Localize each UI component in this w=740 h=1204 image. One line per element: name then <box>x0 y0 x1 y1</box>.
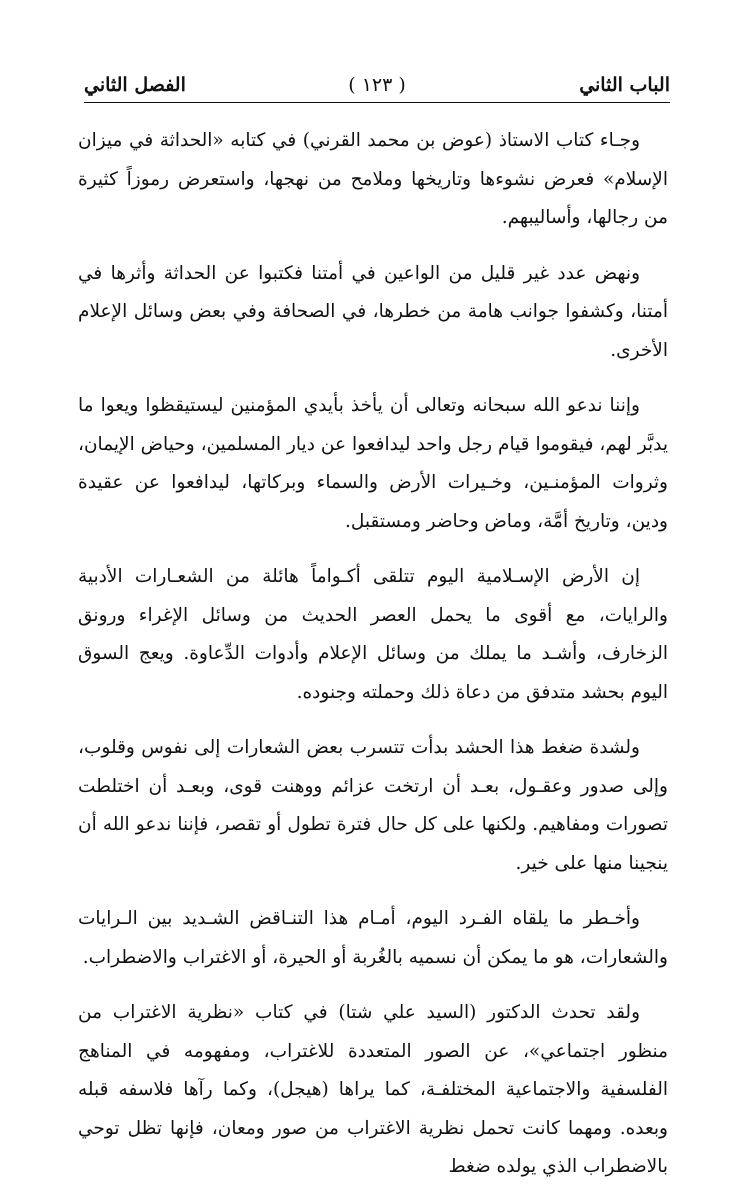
paragraph-4: إن الأرض الإسـلامية اليوم تتلقى أكـواماً هائلة من الشعـارات الأدبية والرايات، مع أقوى ما يحمل العصر الحديث من وسائل الإغراء ورونق الزخارف، وأشـد ما يملك من وسائل الإعلام وأدوات الدِّعاوة. ويعج السوق اليوم بحشد متدفق من دعاة ذلك وحملته وجنوده. <box>78 566 668 703</box>
paragraph-5: ولشدة ضغط هذا الحشد بدأت تتسرب بعض الشعارات إلى نفوس وقلوب، وإلى صدور وعقـول، بعـد أن ارتخت عزائم ووهنت قوى، وبعـد أن اختلطت تصورات ومفاهيم. ولكنها على كل حال فترة تطول أو تقصر، فإننا ندعو الله أن ينجينا منها على خير. <box>78 737 668 874</box>
section-title: الباب الثاني <box>579 74 670 96</box>
paragraph-2: ونهض عدد غير قليل من الواعين في أمتنا فكتبوا عن الحداثة وأثرها في أمتنا، وكشفوا جوانب هامة من خطرها، في الصحافة وفي بعض وسائل الإعلام الأخرى. <box>78 262 668 361</box>
header-rule <box>84 102 670 103</box>
paragraph-3: وإننا ندعو الله سبحانه وتعالى أن يأخذ بأيدي المؤمنين ليستيقظوا ويعوا ما يدبَّر لهم، فيقوموا قيام رجل واحد ليدافعوا عن ديار المسلمين، وحياض الإيمان، وثروات المؤمنـين، وخـيرات الأرض والسماء وبركاتها، ليدافعوا عن عقيدة ودين، وتاريخ أمَّة، وماض وحاضر ومستقبل. <box>78 395 668 532</box>
page-number: ( ١٢٣ ) <box>348 74 406 96</box>
paragraph-7: ولقد تحدث الدكتور (السيد علي شتا) في كتاب «نظرية الاغتراب من منظور اجتماعي»، عن الصور المتعددة للاغتراب، ومفهومه في المناهج الفلسفية والاجتماعية المختلفـة، كما يراها (هيجل)، وكما رآها فلاسفه قبله وبعده. ومهما كانت تحمل نظرية الاغتراب من صور ومعان، فإنها تظل توحي بالاضطراب الذي يولده ضغط <box>78 1002 668 1177</box>
paragraph-1: وجـاء كتاب الاستاذ (عوض بن محمد القرني) في كتابه «الحداثة في ميزان الإسلام» فعرض نشوءها وتاريخها وملامح من نهجها، واستعرض رموزاً كثيرة من رجالها، وأساليبهم. <box>78 130 668 228</box>
paragraph-6: وأخـطر ما يلقاه الفـرد اليوم، أمـام هذا التنـاقض الشـديد بين الـرايات والشعارات، هو ما يمكن أن نسميه بالغُربة أو الحيرة، أو الاغتراب والاضطراب. <box>78 908 668 968</box>
chapter-title: الفصل الثاني <box>84 74 186 96</box>
running-header <box>84 70 670 106</box>
body-text <box>78 122 668 1204</box>
